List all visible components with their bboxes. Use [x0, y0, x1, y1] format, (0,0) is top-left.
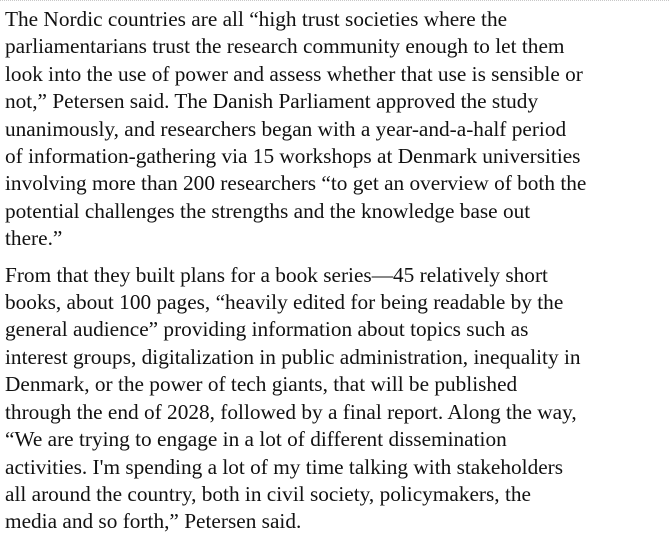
top-divider [0, 0, 669, 3]
article-body [5, 6, 665, 536]
paragraph-1: The Nordic countries are all “high trust societies where the parliamentarians trust the research community enough to let them look into the use of power and assess whether that use is sensible or not,” Petersen said. The Danish Parliament approved the study unanimously, and researchers began with a year-and-a-half period of information-gathering via 15 workshops at Denmark universities involving more than 200 researchers “to get an overview of both the potential challenges the strengths and the knowledge base out there.” [5, 7, 587, 251]
paragraph-2: From that they built plans for a book series—45 relatively short books, about 100 pages, “heavily edited for being readable by the general audience” providing information about topics such as interest groups, digitalization in public administration, inequality in Denmark, or the power of tech giants, that will be published through the end of 2028, followed by a final report. Along the way, “We are trying to engage in a lot of different dissemination activities. I'm spending a lot of my time talking with stakeholders all around the country, both in civil society, policymakers, the media and so forth,” Petersen said. [5, 262, 581, 534]
